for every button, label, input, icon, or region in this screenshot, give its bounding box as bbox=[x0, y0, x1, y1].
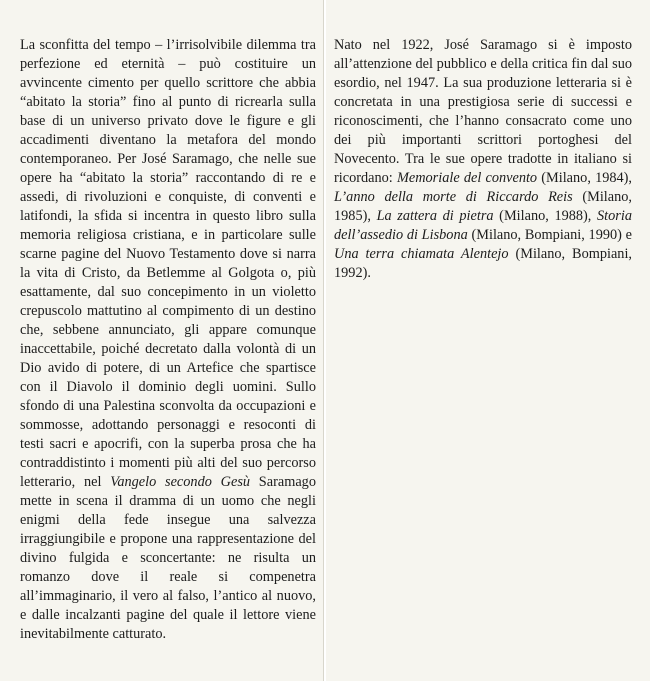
synopsis-text-end: Saramago mette in scena il dramma di un uomo che negli enigmi della fede insegue una salvezza irraggiungibile e propone una rappresentazione del divino fulgida e sconcertante: ne risulta un romanzo dove il reale si compenetra all’immaginario, il vero al falso, l’antico al nuovo, e dalle incalzanti pagine del quale il lettore viene inevitabilmente catturato. bbox=[20, 474, 316, 642]
synopsis-paragraph bbox=[20, 36, 316, 644]
author-biography bbox=[334, 36, 632, 283]
book-synopsis bbox=[20, 36, 316, 644]
work-title-4: Storia dell’assedio di Lisbona bbox=[334, 208, 632, 243]
work-title-1: Memoriale del convento bbox=[396, 170, 538, 186]
work-info-1: (Milano, 1984), bbox=[537, 170, 633, 186]
work-info-5: (Milano, Bompiani, 1992). bbox=[334, 246, 632, 281]
work-info-3: (Milano, 1988), bbox=[493, 208, 598, 224]
work-title-2: L’anno della morte di Riccardo Reis bbox=[334, 189, 573, 205]
biography-intro: Nato nel 1922, José Saramago si è imposto all’attenzione del pubblico e della critica fin dal suo esordio, nel 1947. La sua produzione letteraria si è concretata in una prestigiosa serie di successi e riconoscimenti, che l’hanno consacrato come uno dei più importanti scrittori portoghesi del Novecento. Tra le sue opere tradotte in italiano si ricordano: bbox=[334, 37, 632, 186]
biography-paragraph bbox=[334, 36, 632, 283]
work-title-5: Una terra chiamata Alentejo bbox=[334, 246, 509, 262]
synopsis-text: La sconfitta del tempo – l’irrisolvibile dilemma tra perfezione ed eternità – può costituire un avvincente cimento per quello scrittore che abbia “abitato la storia” fino al punto di ricrearla sulla base di un universo privato dove le figure e gli accadimenti diventano la metafora del mondo contemporaneo. Per José Saramago, che nelle sue opere ha “abitato la storia” raccontando di re e assedi, di rivoluzioni e conquiste, di conventi e latifondi, la sfida si incentra in questo libro sulla memoria religiosa cristiana, e in particolare sulle scarne pagine del Nuovo Testamento dove si narra la vita di Cristo, da Betlemme al Golgota o, più esattamente, dal suo concepimento in un violetto crepuscolo mattutino al compimento di un destino che, sebbene annunciato, gli appare comunque inaccettabile, poiché decretato dalla volontà di un Dio avido di potere, di un Artefice che spartisce con il Diavolo il dominio degli uomini. Sullo sfondo di una Palestina sconvolta da occupazioni e sommosse, adottando personaggi e resoconti di testi sacri e apocrifi, con la superba prosa che ha contraddistinto i momenti più alti del suo percorso letterario, nel bbox=[20, 37, 316, 490]
book-title: Vangelo secondo Gesù bbox=[110, 474, 251, 490]
work-info-4: (Milano, Bompiani, 1990) e bbox=[467, 227, 632, 243]
work-info-2: (Milano, 1985), bbox=[334, 189, 632, 224]
work-title-3: La zattera di pietra bbox=[376, 208, 494, 224]
